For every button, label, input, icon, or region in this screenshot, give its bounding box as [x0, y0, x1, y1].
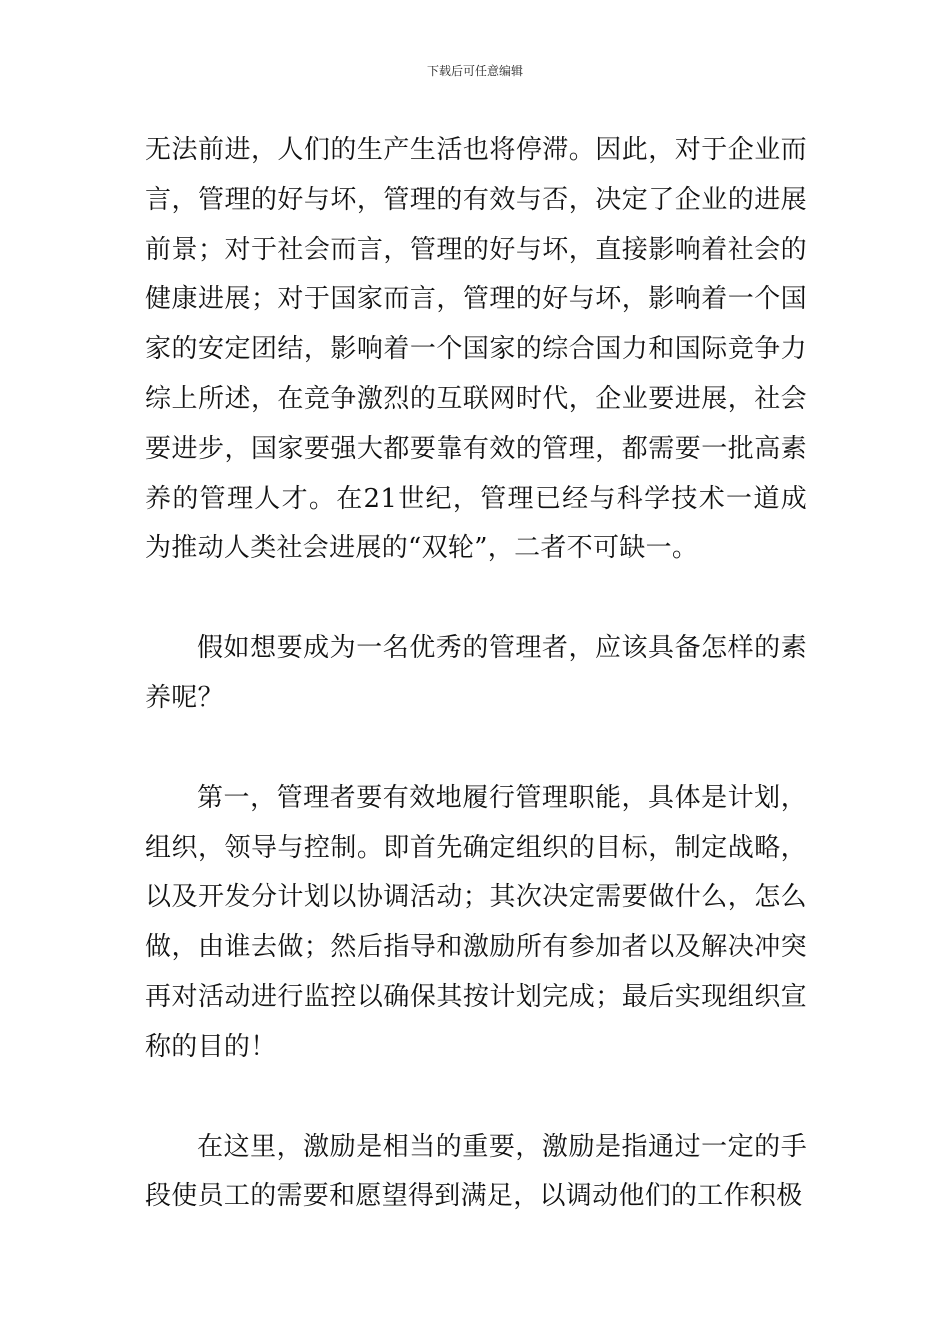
page-header: 下载后可任意编辑: [426, 64, 523, 78]
paragraph-2: 假如想要成为一名优秀的管理者，应该具备怎样的素养呢？: [145, 633, 807, 713]
paragraph-4: 在这里，激励是相当的重要，激励是指通过一定的手段使员工的需要和愿望得到满足，以调动他们的工作积极: [145, 1131, 807, 1212]
paragraph-3: 第一，管理者要有效地履行管理职能，具体是计划，组织，领导与控制。即首先确定组织的目标，制定战略，以及开发分计划以协调活动；其次决定需要做什么，怎么做，由谁去做；然后指导和激励所有参加者以及解决冲突再对活动进行监控以确保其按计划完成；最后实现组织宣称的目的！: [145, 782, 807, 1062]
document-body: [145, 126, 807, 1222]
paragraph-1: 无法前进，人们的生产生活也将停滞。因此，对于企业而言，管理的好与坏，管理的有效与否，决定了企业的进展前景；对于社会而言，管理的好与坏，直接影响着社会的健康进展；对于国家而言，管理的好与坏，影响着一个国家的安定团结，影响着一个国家的综合国力和国际竞争力综上所述，在竞争激烈的互联网时代，企业要进展，社会要进步，国家要强大都要靠有效的管理，都需要一批高素养的管理人才。在21世纪，管理已经与科学技术一道成为推动人类社会进展的“双轮”，二者不可缺一。: [145, 135, 807, 564]
